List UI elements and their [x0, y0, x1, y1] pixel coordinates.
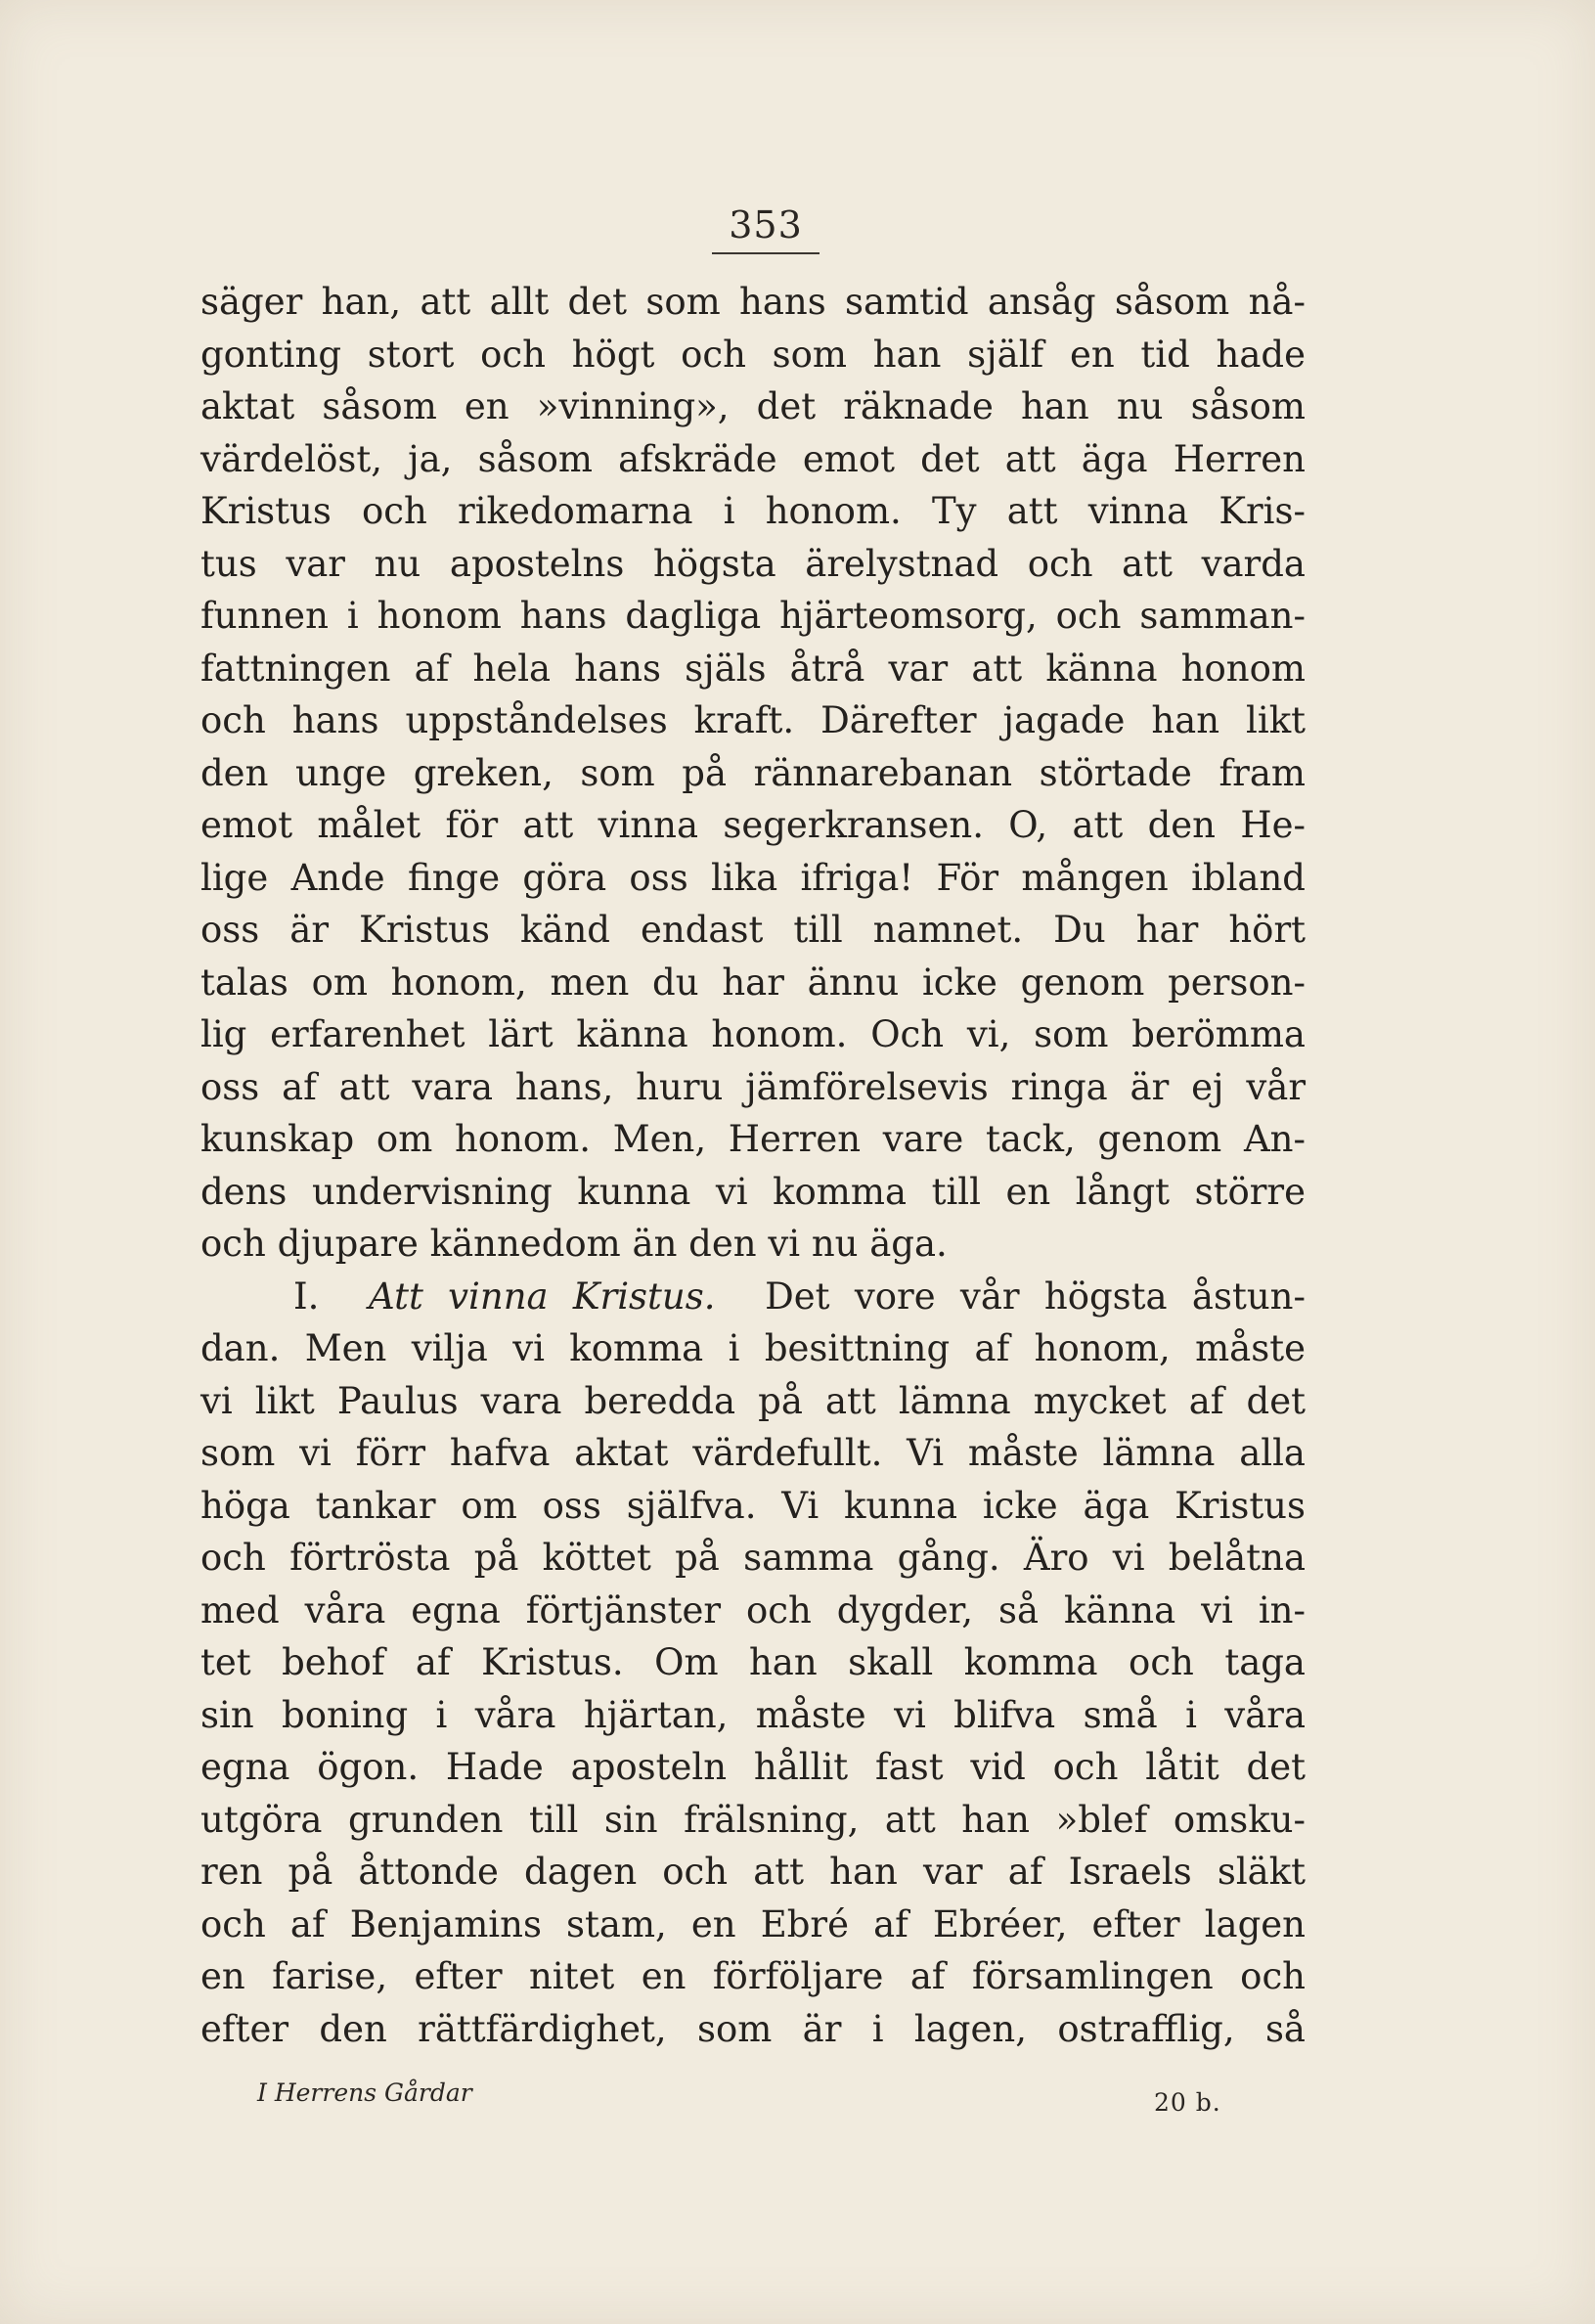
text-line: och af Benjamins stam, en Ebré af Ebréer, efter lagen — [200, 1902, 1306, 1945]
text-line: efter den rättfärdighet, som är i lagen, ostrafflig, så — [200, 2007, 1306, 2050]
text-line: egna ögon. Hade aposteln hållit fast vid och låtit det — [200, 1746, 1306, 1788]
section-heading-line — [200, 1271, 1306, 1323]
text-line: Kristus och rikedomarna i honom. Ty att vinna Kris- — [200, 490, 1306, 532]
text-line: den unge greken, som på rännarebanan störtade fram — [200, 751, 1306, 794]
text-line: dens undervisning kunna vi komma till en långt större — [200, 1170, 1306, 1213]
text-line: fattningen af hela hans själs åtrå var att känna honom — [200, 647, 1306, 690]
text-line: kunskap om honom. Men, Herren vare tack, genom An- — [200, 1118, 1306, 1160]
text-line: oss är Kristus känd endast till namnet. Du har hört — [200, 909, 1306, 951]
text-line: utgöra grunden till sin frälsning, att han »blef omsku- — [200, 1798, 1306, 1841]
footer-signature-mark: 20 b. — [1154, 2088, 1221, 2117]
text-line: aktat såsom en »vinning», det räknade han nu såsom — [200, 385, 1306, 427]
text-line: ren på åttonde dagen och att han var af Israels släkt — [200, 1851, 1306, 1893]
body-text — [200, 276, 1306, 2055]
text-line: lig erfarenhet lärt känna honom. Och vi, som berömma — [200, 1013, 1306, 1055]
page-number: 353 — [712, 203, 820, 254]
section-line-rest: Det vore vår högsta åstun- — [765, 1274, 1306, 1318]
text-line: funnen i honom hans dagliga hjärteomsorg, och samman- — [200, 595, 1306, 637]
text-line: vi likt Paulus vara beredda på att lämna mycket af det — [200, 1379, 1306, 1422]
text-line: och förtrösta på köttet på samma gång. Äro vi belåtna — [200, 1537, 1306, 1579]
text-line: dan. Men vilja vi komma i besittning af honom, måste — [200, 1327, 1306, 1369]
text-line: och djupare kännedom än den vi nu äga. — [200, 1223, 948, 1265]
footer-signature-title: I Herrens Gårdar — [257, 2078, 472, 2107]
text-line: oss af att vara hans, huru jämförelsevis ringa är ej vår — [200, 1065, 1306, 1108]
section-title: Att vinna Kristus. — [369, 1274, 716, 1318]
text-line: emot målet för att vinna segerkransen. O, att den He- — [200, 804, 1306, 846]
text-line: säger han, att allt det som hans samtid ansåg såsom nå- — [200, 281, 1306, 323]
text-line: tus var nu apostelns högsta ärelystnad och att varda — [200, 542, 1306, 585]
text-line: gonting stort och högt och som han själf en tid hade — [200, 333, 1306, 376]
text-line: tet behof af Kristus. Om han skall komma och taga — [200, 1641, 1306, 1683]
text-line: talas om honom, men du har ännu icke genom person- — [200, 961, 1306, 1004]
section-number: I. — [293, 1274, 320, 1318]
text-line: sin boning i våra hjärtan, måste vi blifva små i våra — [200, 1693, 1306, 1736]
text-line: som vi förr hafva aktat värdefullt. Vi måste lämna alla — [200, 1432, 1306, 1474]
text-line: med våra egna förtjänster och dygder, så känna vi in- — [200, 1588, 1306, 1631]
text-line: en farise, efter nitet en förföljare af församlingen och — [200, 1955, 1306, 1997]
text-line: värdelöst, ja, såsom afskräde emot det att äga Herren — [200, 437, 1306, 480]
text-line: och hans uppståndelses kraft. Därefter jagade han likt — [200, 699, 1306, 741]
text-line: höga tankar om oss själfva. Vi kunna icke äga Kristus — [200, 1484, 1306, 1527]
text-line: lige Ande finge göra oss lika ifriga! För mången ibland — [200, 856, 1306, 899]
